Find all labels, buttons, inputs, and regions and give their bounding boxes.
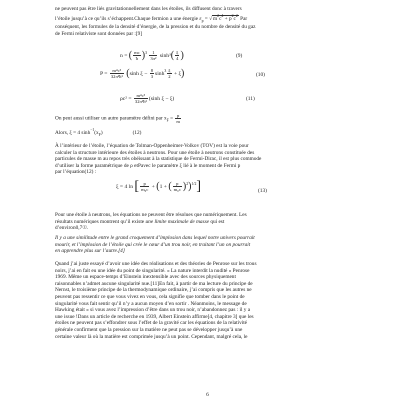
paragraph-tov	[55, 143, 360, 176]
equation-number-11: (11)	[246, 96, 255, 102]
text-line: peuvent pas ressentir ce que vous vivez en vous, cela signifie que tomber dans le point de	[55, 293, 245, 300]
text-line: conséquent, les formules de la densité d’énergie, de la pression et du nombre de densité du gaz	[55, 24, 256, 31]
text-line: Nernst, le troisième principe de la thermodynamique ordinaire, j’ai compris que les autres ne	[55, 287, 252, 294]
text-line: en apprendre plus sur l’autre.[4]	[55, 248, 125, 255]
text-line: noirs, j’ai en fait eu une idée du point de singularité. « La nature interdit la nudité » Penrose	[55, 267, 250, 274]
text-line-energy: l’étoile jusqu’à ce qu’ils s’échappent.Chaque fermion a une énergie $\varepsilon_p = √m^2c^4 + p^2c^2$ Par	[55, 13, 248, 23]
text-line: Hawking était « si vous avez l’impression d’être dans un trou noir, n’abandonnez pas : il y a	[55, 307, 251, 314]
text-line: À l’intérieur de l’étoile, l’équation de Tolman-Oppenheimer-Volkov (TOV) est la voie pour	[55, 143, 249, 149]
paragraph-xf-definition: On peut aussi utiliser un autre paramètre défini par $x_F$ = $\frac{p}{m}$	[55, 113, 180, 124]
text-line: calculer la structure intérieure des étoiles à neutrons. Pour une étoile à neutrons constituée des	[55, 149, 255, 156]
equation-9: n = ( $\frac{mc}{ħ}$ )$^3$ $\frac{1}{\text{3π²}}$ sinh³( $\frac{\xi}{4}$ )	[120, 50, 184, 62]
text-line: d’utiliser la forme paramétrique de ρ etPavec le paramètre ξ lié à le moment de Fermi p	[55, 162, 241, 169]
text-line: de Fermi relativiste sont données par :[9]	[55, 30, 143, 37]
page-number: 6	[206, 392, 209, 398]
text-line: singularité vous fait sentir qu’il n’y a aucun moyen d’en sortir . Néanmoins, le message de	[55, 300, 247, 307]
paragraph-fermi-intro	[55, 6, 360, 37]
equation-number-13: (13)	[258, 188, 267, 194]
paragraph-penrose	[55, 261, 360, 340]
text-line: ne peuvent pas être liés gravitationnellement dans les étoiles, ils diffusent donc à travers	[55, 6, 242, 12]
text-line: étoiles ne peuvent pas s’effondrer sous l’effet de la gravité car les équations de la relativité	[55, 320, 248, 327]
text-line: certaine valeur là où la matière est comprimée jusqu’à un point. Cependant, malgré cela, le	[55, 333, 248, 340]
text-line: 1969. Même un espace-temps d’Einstein inextensible avec des sources physiquement	[55, 274, 236, 281]
text-line: résultats numériques montrent qu’il existe une limite maximale de masse qui est	[55, 218, 225, 225]
text-line: particules de masse m au repos très obéissant à la statistique de Fermi-Dirac, il est plus commode	[55, 156, 262, 163]
paragraph-mass-limit	[55, 212, 360, 232]
equation-11: ρc² = $\frac{\text{m⁴c⁵}}{\text{32π²ħ³}}$ (sinh ξ − ξ)	[120, 93, 175, 104]
text-line: générale confirment que la pression sur la matière ne peut pas se développer jusqu’à une	[55, 326, 243, 333]
text-line: raisonnables n’admet aucune singularité nue.[11]En fait, à partir de ma lecture du principe de	[55, 280, 253, 287]
text-line: mourir, et l’implosion de l’étoile qui crée le cœur d’un trou noir, en traitant l’un on pourrait	[55, 241, 251, 248]
equation-number-9: (9)	[236, 53, 243, 59]
equation-10: P = $\frac{\text{m⁴c⁵}}{\text{32π²ħ³}}$ (sinh ξ − $\frac{8}{3}$ $\sinh^3$ $\frac{\xi}{2}$ + ξ)	[100, 68, 185, 80]
text-line: Il y a une similitude entre le grand croquement d’implosion dans lequel notre univers pourrait	[55, 235, 255, 241]
equation-13: ξ = 4 ln [ $\frac{p}{\text{m₀c}}$ + (1 + ( $\frac{p}{\text{m₀c}}$ )$^2$)$^{1/2}$]	[116, 179, 202, 195]
paragraph-xi-relation: Alors, ξ = 4 $\sinh^{-1}(x_F)$ (12)	[55, 128, 142, 137]
text-line: une issue !Dans un article de recherche en 1939, Albert Einstein affirme[4, chapitre 3] que les	[55, 313, 254, 320]
text-line: d’environ0,7☉.	[55, 225, 89, 232]
equation-number-10: (10)	[256, 72, 265, 78]
text-line: par l’équation(12) :	[55, 169, 97, 176]
italic-quote	[55, 235, 360, 255]
text-line: Quand j’ai juste essayé d’avoir une idée des réalisations et des théories de Penrose sur les trous	[55, 261, 257, 267]
text-line: Pour une étoile à neutrons, les équations ne peuvent être résolues que numériquement. Les	[55, 212, 247, 218]
